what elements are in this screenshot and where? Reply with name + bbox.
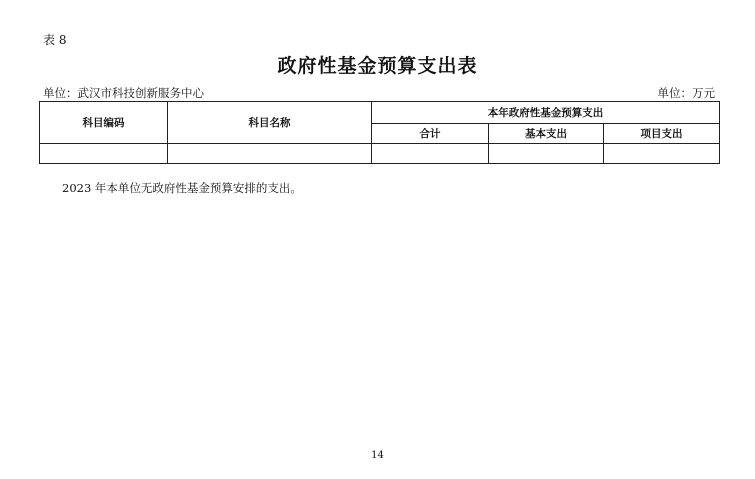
table-cell [40, 144, 168, 164]
col-header-total: 合计 [372, 124, 489, 144]
table-cell [372, 144, 489, 164]
group-header: 本年政府性基金预算支出 [372, 102, 720, 124]
col-header-project: 项目支出 [604, 124, 720, 144]
table-cell [604, 144, 720, 164]
col-header-name: 科目名称 [168, 102, 372, 144]
page-number: 14 [371, 450, 384, 461]
budget-table [39, 101, 720, 164]
unit-organization: 单位：武汉市科技创新服务中心 [43, 86, 204, 100]
table-row [40, 144, 720, 164]
header-row [40, 102, 720, 124]
note-text: 2023 年本单位无政府性基金预算安排的支出。 [62, 181, 302, 195]
table-cell [168, 144, 372, 164]
table-number: 表 8 [43, 33, 67, 47]
table-cell [489, 144, 604, 164]
col-header-basic: 基本支出 [489, 124, 604, 144]
unit-currency: 单位：万元 [657, 86, 715, 100]
col-header-code: 科目编码 [40, 102, 168, 144]
page-title: 政府性基金预算支出表 [277, 55, 478, 77]
